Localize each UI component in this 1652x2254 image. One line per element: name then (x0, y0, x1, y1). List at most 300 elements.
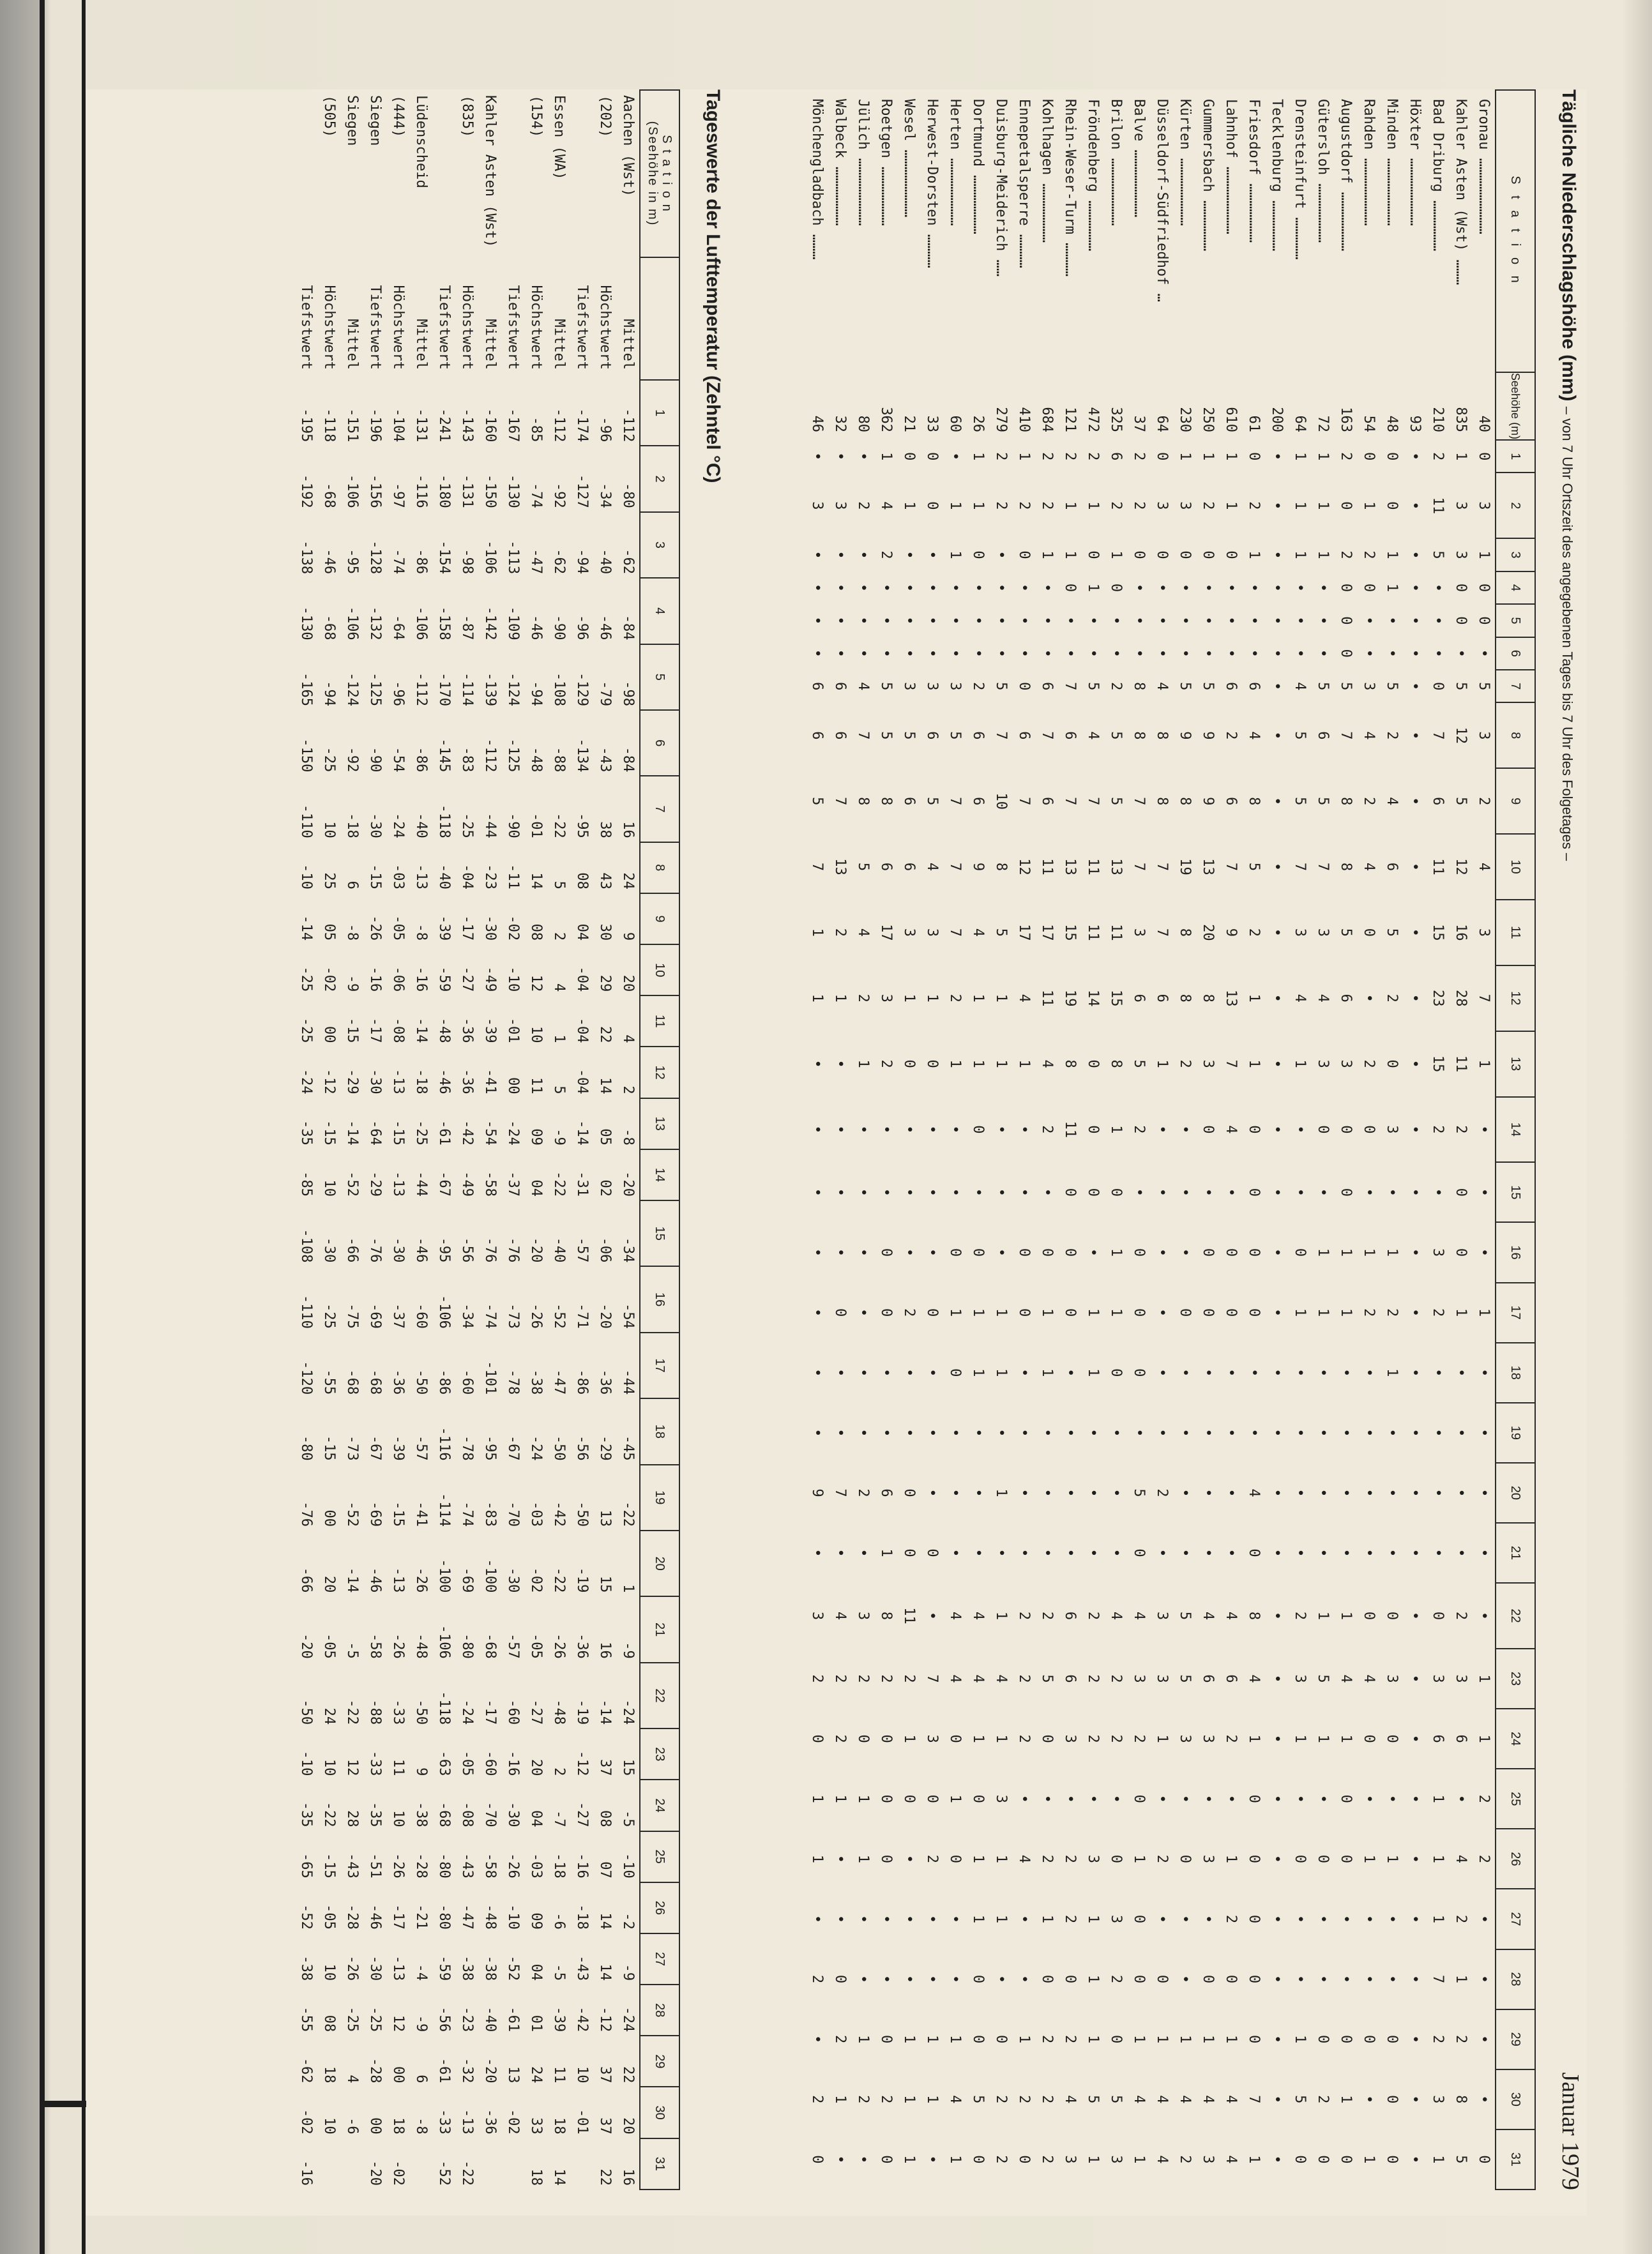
temp-value-type: Höchstwert (390, 285, 406, 370)
precip-value: 7 (947, 797, 963, 806)
temp-station: Essen (WA) (551, 95, 567, 180)
precip-value: • (1292, 1368, 1308, 1377)
precip-value: • (924, 583, 940, 593)
temp-value: 30 (597, 923, 613, 941)
temp-value: -02 (505, 2108, 521, 2135)
precip-value: 2 (1108, 501, 1124, 510)
temp-value: -44 (620, 1369, 636, 1395)
temp-value: -61 (436, 1120, 452, 1146)
station-name: Tecklenburg ……………… (1269, 99, 1285, 252)
temp-value: -36 (574, 1633, 590, 1659)
precip-value: 0 (1338, 616, 1354, 625)
precip-value: 2 (1476, 1854, 1492, 1863)
precip-value: 3 (924, 1734, 940, 1743)
precip-value: 0 (1453, 616, 1469, 625)
temp-value: -15 (390, 1120, 406, 1146)
precip-value: 5 (878, 731, 894, 740)
precip-value: • (1292, 1188, 1308, 1197)
precip-value: 5 (993, 928, 1009, 937)
precip-value: • (1085, 1794, 1101, 1803)
station-altitude: 61 (1246, 415, 1262, 433)
precip-value: 0 (1085, 550, 1101, 559)
precip-value: • (832, 1368, 848, 1377)
precip-col-day: 12 (1496, 965, 1535, 1031)
temp-col-day: 7 (640, 776, 679, 842)
temp-col-station-sub: (Seehöhe in m) (646, 121, 660, 227)
precip-value: • (1269, 649, 1285, 658)
precip-value: • (947, 616, 963, 625)
temp-value: -13 (390, 1068, 406, 1094)
temp-value: -16 (574, 1852, 590, 1879)
precip-value: 2 (1223, 731, 1239, 740)
precip-value: 4 (1361, 1674, 1377, 1683)
temp-value: 04 (528, 1963, 544, 1981)
temp-value: -96 (597, 416, 613, 442)
temp-value: -52 (551, 1303, 567, 1329)
precip-value: 4 (878, 501, 894, 510)
temp-value: -68 (344, 1369, 360, 1395)
temp-value: -03 (390, 864, 406, 889)
temp-value: -10 (505, 966, 521, 992)
temp-value: 25 (321, 872, 337, 889)
precip-value: • (1154, 583, 1170, 593)
temp-value: -46 (436, 1068, 452, 1094)
temp-value: -106 (482, 540, 498, 575)
precip-value: 0 (924, 452, 940, 461)
temp-value: 16 (620, 821, 636, 838)
precip-value: 2 (1131, 501, 1147, 510)
precip-value: 2 (1062, 1854, 1078, 1863)
precip-value: 4 (1131, 1611, 1147, 1621)
precip-value: 3 (1453, 550, 1469, 559)
precip-header-row (1496, 90, 1535, 2190)
precip-value: • (1269, 862, 1285, 872)
temp-value: -20 (298, 1633, 314, 1659)
temp-row (294, 90, 317, 2190)
precip-value: • (1407, 1794, 1423, 1803)
precip-value: 0 (1131, 1308, 1147, 1317)
precip-value: • (1292, 1974, 1308, 1984)
temp-value: -33 (390, 1699, 406, 1725)
precip-value: 0 (1062, 1248, 1078, 1257)
precip-value: • (1177, 649, 1193, 658)
temp-value: -30 (367, 1955, 383, 1981)
temp-value: -38 (413, 1801, 429, 1827)
precip-value: 1 (1246, 550, 1262, 559)
temp-value: -57 (413, 1435, 429, 1461)
precip-value: 3 (1085, 1854, 1101, 1863)
temp-value: -76 (482, 1237, 498, 1263)
precip-value: 1 (1292, 501, 1308, 510)
precip-value: 3 (1453, 1674, 1469, 1683)
temp-value: -9 (413, 2015, 429, 2032)
temp-value: -42 (551, 1501, 567, 1527)
precip-value: 0 (924, 1059, 940, 1068)
precip-value: 0 (1476, 2155, 1492, 2164)
precip-value: 1 (993, 1059, 1009, 1068)
precip-value: 0 (1384, 2155, 1400, 2164)
precip-value: • (1269, 452, 1285, 461)
precip-value: 5 (1292, 731, 1308, 740)
temp-station: Lüdenscheid (413, 95, 429, 188)
temp-value: -78 (505, 1369, 521, 1395)
precip-value: 7 (1039, 731, 1055, 740)
precip-row (897, 90, 920, 2190)
temp-value: -57 (574, 1237, 590, 1263)
temp-value: -23 (459, 2006, 475, 2032)
precip-col-day: 30 (1496, 2069, 1535, 2129)
precip-value: 0 (1223, 1308, 1239, 1317)
precip-value: 3 (1430, 1248, 1446, 1257)
precip-value: 7 (1292, 862, 1308, 872)
temp-header-row (640, 90, 679, 2190)
precip-value: 0 (1292, 1248, 1308, 1257)
temp-value: -05 (459, 1750, 475, 1776)
precip-value: • (878, 649, 894, 658)
station-name: Dortmund ………………… (970, 99, 986, 234)
temp-value: -87 (459, 614, 475, 640)
temp-row (386, 90, 409, 2190)
temp-value: -40 (597, 548, 613, 575)
precip-value: • (993, 1248, 1009, 1257)
temp-value: -38 (459, 1955, 475, 1981)
station-name: Brilon …………………… (1108, 99, 1124, 226)
temp-value: -55 (321, 1369, 337, 1395)
precip-value: • (1200, 1488, 1216, 1497)
precip-value: • (1453, 1368, 1469, 1377)
temp-value: -52 (298, 1904, 314, 1930)
precip-value: 0 (1131, 550, 1147, 559)
precip-value: 0 (1062, 1308, 1078, 1317)
precip-value: 3 (1200, 1854, 1216, 1863)
precip-value: 1 (1246, 1734, 1262, 1743)
precip-value: • (1200, 1794, 1216, 1803)
precip-value: 1 (1361, 501, 1377, 510)
precip-value: 28 (1453, 989, 1469, 1007)
temp-value: -95 (482, 1435, 498, 1461)
precip-value: 0 (1384, 1611, 1400, 1621)
precip-value: 7 (1430, 1974, 1446, 1984)
temp-col-day: 11 (640, 995, 679, 1047)
precip-value: • (1177, 616, 1193, 625)
precip-value: 5 (1453, 682, 1469, 691)
precip-value: 0 (970, 1974, 986, 1984)
precip-value: 0 (1453, 583, 1469, 593)
precip-value: 12 (1016, 858, 1032, 875)
precip-value: 3 (1315, 1059, 1331, 1068)
precip-value: 3 (1200, 1059, 1216, 1068)
station-altitude: 64 (1292, 415, 1308, 433)
temp-value: 6 (344, 881, 360, 889)
precip-value: 5 (901, 731, 917, 740)
temp-value: -08 (390, 1017, 406, 1043)
precip-value: • (1246, 649, 1262, 658)
precip-value: 2 (993, 2155, 1009, 2164)
temp-value: 14 (597, 1077, 613, 1094)
precip-value: 3 (1315, 928, 1331, 937)
precip-value: • (1453, 1428, 1469, 1437)
temp-col-day: 5 (640, 644, 679, 710)
temp-value: -30 (321, 1237, 337, 1263)
temp-value: -55 (298, 2006, 314, 2032)
temp-value: -04 (574, 1017, 590, 1043)
precip-value: 1 (1315, 1308, 1331, 1317)
precip-value: 1 (1338, 1734, 1354, 1743)
precip-value: • (855, 1548, 871, 1557)
station-name: Düsseldorf-Südfriedhof … (1154, 99, 1170, 302)
precip-value: 0 (878, 1248, 894, 1257)
precip-value: • (1223, 1488, 1239, 1497)
precip-value: • (924, 649, 940, 658)
temp-value: -38 (482, 1955, 498, 1981)
precip-value: 4 (1085, 731, 1101, 740)
precip-value: 1 (1154, 2035, 1170, 2044)
temp-value: -114 (459, 672, 475, 706)
precip-value: 1 (809, 1794, 825, 1803)
precip-value: • (1430, 1548, 1446, 1557)
precip-value: 1 (1016, 452, 1032, 461)
precip-value: 3 (1177, 501, 1193, 510)
precip-value: • (1016, 1914, 1032, 1924)
temp-value: -51 (367, 1852, 383, 1879)
precip-value: • (1292, 1428, 1308, 1437)
temp-value: 10 (390, 1810, 406, 1827)
precip-value: 1 (1453, 452, 1469, 461)
precip-value: 2 (1131, 1734, 1147, 1743)
precip-value: 2 (947, 994, 963, 1002)
precip-value: • (1361, 1368, 1377, 1377)
temp-value: 10 (321, 1179, 337, 1197)
temp-value: -101 (482, 1361, 498, 1395)
precip-value: 2 (878, 550, 894, 559)
precip-value: 2 (1361, 797, 1377, 806)
temp-value: -31 (574, 1171, 590, 1197)
precip-value: • (947, 1914, 963, 1924)
temp-value: -86 (413, 746, 429, 773)
precip-value: 13 (832, 858, 848, 875)
temp-value: -26 (505, 1852, 521, 1879)
temp-value: -108 (551, 672, 567, 706)
rotated-data-sheet (86, 89, 1587, 2216)
temp-value: -158 (436, 606, 452, 640)
temp-value: -25 (344, 2006, 360, 2032)
temp-value: 10 (321, 1759, 337, 1776)
temp-col-type (640, 257, 679, 380)
precip-value: 5 (1315, 682, 1331, 691)
temp-value: 14 (597, 1912, 613, 1930)
precip-value: • (1223, 1368, 1239, 1377)
temp-col-station (640, 90, 679, 257)
precip-value: 4 (1223, 1125, 1239, 1134)
precip-value: 2 (1016, 501, 1032, 510)
temp-col-day: 30 (640, 2087, 679, 2138)
precip-value: • (1407, 862, 1423, 872)
temp-value: -98 (620, 681, 636, 706)
precip-value: 1 (1200, 2035, 1216, 2044)
precip-value: • (1016, 1974, 1032, 1984)
temp-value: -27 (528, 1699, 544, 1725)
temp-value: -150 (298, 738, 314, 773)
precip-value: 2 (1177, 2155, 1193, 2164)
precip-value: 1 (1430, 2155, 1446, 2164)
temp-value: -70 (505, 1501, 521, 1527)
temp-value: -88 (367, 1699, 383, 1725)
temp-value: -7 (551, 1810, 567, 1827)
precip-value: • (878, 583, 894, 593)
temp-value: -129 (574, 672, 590, 706)
temp-value: 43 (597, 872, 613, 889)
temp-value: -106 (344, 606, 360, 640)
precip-value: 1 (1039, 1914, 1055, 1924)
precip-value: • (855, 1125, 871, 1134)
precip-value: • (1292, 1794, 1308, 1803)
precip-value: 6 (1384, 862, 1400, 872)
precip-row (943, 90, 966, 2190)
precip-value: 4 (1315, 994, 1331, 1002)
precip-value: 1 (1154, 1734, 1170, 1743)
precip-value: 7 (1223, 862, 1239, 872)
temp-value: -125 (505, 738, 521, 773)
temp-value: -139 (482, 672, 498, 706)
precip-value: 1 (1085, 583, 1101, 593)
precip-value: • (1430, 1368, 1446, 1377)
left-binding-edge (40, 0, 45, 2254)
precip-value: 19 (1062, 989, 1078, 1007)
precip-value: 7 (1315, 862, 1331, 872)
precip-value: 0 (1338, 501, 1354, 510)
precip-value: 1 (901, 501, 917, 510)
precip-value: • (1407, 1611, 1423, 1621)
precip-value: • (855, 1308, 871, 1317)
station-altitude: 80 (855, 415, 871, 433)
precip-value: 6 (1338, 994, 1354, 1002)
precip-value: • (924, 1914, 940, 1924)
precip-value: • (1177, 583, 1193, 593)
temp-value: -20 (597, 1303, 613, 1329)
precip-value: 8 (1246, 1611, 1262, 1621)
precip-value: 2 (855, 1674, 871, 1683)
temp-value: 38 (597, 821, 613, 838)
temp-value: -30 (505, 1801, 521, 1827)
temp-value: 12 (344, 1759, 360, 1776)
temp-value: -90 (505, 812, 521, 838)
precip-value: • (1430, 1428, 1446, 1437)
precip-row (1334, 90, 1357, 2190)
precip-value: 6 (924, 731, 940, 740)
precip-value: 5 (1338, 682, 1354, 691)
temp-value: -67 (367, 1435, 383, 1461)
precip-value: • (1039, 1548, 1055, 1557)
precip-value: • (809, 649, 825, 658)
temp-col-day: 6 (640, 710, 679, 776)
temp-col-day: 24 (640, 1780, 679, 1831)
precip-value: • (1407, 731, 1423, 740)
temp-value: 1 (620, 1584, 636, 1593)
temp-value: -71 (574, 1303, 590, 1329)
precip-value: 1 (1384, 1854, 1400, 1863)
precip-value: 0 (1246, 1125, 1262, 1134)
precip-value: 6 (901, 862, 917, 872)
precip-value: • (1476, 1974, 1492, 1984)
temp-value: -64 (367, 1120, 383, 1146)
precip-value: 2 (809, 1974, 825, 1984)
precip-value: • (1085, 649, 1101, 658)
temp-value: -14 (574, 1120, 590, 1146)
temp-value: -67 (436, 1171, 452, 1197)
precip-value: 2 (1384, 994, 1400, 1002)
precip-value: • (1384, 616, 1400, 625)
precip-value: 0 (970, 2035, 986, 2044)
precip-value: • (924, 616, 940, 625)
station-altitude: 200 (1269, 407, 1285, 433)
precip-value: • (1384, 649, 1400, 658)
temp-value: -17 (367, 1017, 383, 1043)
precip-value: • (1223, 1188, 1239, 1197)
precip-value: 0 (1154, 550, 1170, 559)
temp-value: -39 (436, 915, 452, 941)
temp-value: 12 (528, 974, 544, 992)
temp-value: -37 (390, 1303, 406, 1329)
precip-value: 1 (832, 2095, 848, 2104)
precip-value: 8 (1177, 928, 1193, 937)
temp-value: -35 (298, 1801, 314, 1827)
precip-value: 0 (1131, 1794, 1147, 1803)
precip-value: • (1292, 1488, 1308, 1497)
temp-value: -80 (620, 483, 636, 508)
station-name: Drensteinfurt …………… (1292, 99, 1308, 260)
temp-value: -68 (436, 1801, 452, 1827)
temp-title: Tageswerte der Lufttemperatur (Zehntel °C) (702, 89, 724, 483)
station-altitude: 362 (878, 407, 894, 433)
temp-value: -02 (390, 2160, 406, 2186)
precip-value: • (1430, 583, 1446, 593)
precip-value: • (832, 1188, 848, 1197)
precip-value: • (901, 649, 917, 658)
temp-value: -116 (413, 474, 429, 508)
temp-value: 11 (390, 1759, 406, 1776)
temp-value: -22 (620, 1501, 636, 1527)
precip-value: 2 (1085, 1611, 1101, 1621)
precip-value: • (809, 583, 825, 593)
precip-value: • (924, 1974, 940, 1984)
precip-value: 1 (1292, 452, 1308, 461)
precip-value: • (878, 1188, 894, 1197)
precip-value: • (1177, 1125, 1193, 1134)
precip-value: • (1108, 1548, 1124, 1557)
precip-value: 6 (1108, 452, 1124, 461)
precip-value: 5 (1315, 797, 1331, 806)
precip-value: • (1269, 583, 1285, 593)
temp-value: -112 (620, 408, 636, 442)
precip-value: 0 (1384, 1059, 1400, 1068)
precip-value: 1 (855, 1794, 871, 1803)
precip-value: 9 (809, 1488, 825, 1497)
temp-value: 00 (321, 1509, 337, 1527)
precip-value: • (1039, 1488, 1055, 1497)
temp-value: -109 (505, 606, 521, 640)
precip-value: • (1131, 616, 1147, 625)
precip-value: 7 (855, 731, 871, 740)
precip-value: • (855, 1428, 871, 1437)
temp-value: -10 (298, 1750, 314, 1776)
precip-value: • (1407, 550, 1423, 559)
temp-value: -33 (436, 2108, 452, 2135)
precip-value: 0 (901, 1059, 917, 1068)
temp-value-type: Mittel (620, 319, 636, 370)
precip-value: 5 (1177, 1674, 1193, 1683)
precip-value: • (1407, 1188, 1423, 1197)
temp-value: -56 (459, 1237, 475, 1263)
